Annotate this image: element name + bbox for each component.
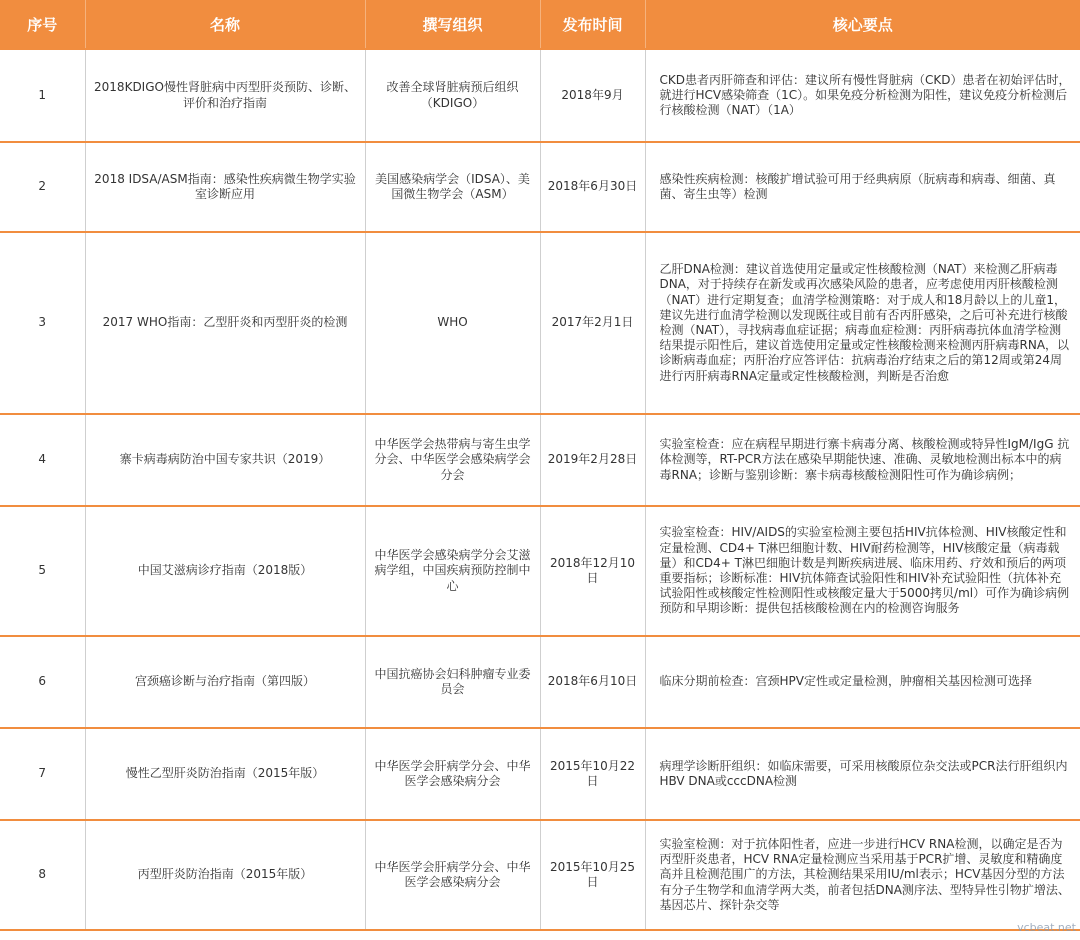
cell-no: 1 [0, 49, 85, 142]
cell-points: 病理学诊断肝组织：如临床需要，可采用核酸原位杂交法或PCR法行肝组织内HBV DNA或cccDNA检测 [645, 728, 1080, 820]
table-row [0, 142, 1080, 232]
cell-date: 2017年2月1日 [540, 232, 645, 414]
table-row [0, 232, 1080, 414]
cell-points: 实验室检查：HIV/AIDS的实验室检测主要包括HIV抗体检测、HIV核酸定性和定量检测、CD4+ T淋巴细胞计数、HIV耐药检测等，HIV核酸定量（病毒载量）和CD4+ T淋巴细胞计数是判断疾病进展、临床用药、疗效和预后的两项重要指标；诊断标准：HIV抗体筛查试验阳性和HIV补充试验阳性（抗体补充试验阳性或核酸定性检测阳性或核酸定量大于5000拷贝/ml）可作为确诊病例预防和早期诊断：提供包括核酸检测在内的检测咨询服务 [645, 506, 1080, 636]
cell-no: 5 [0, 506, 85, 636]
cell-date: 2018年12月10日 [540, 506, 645, 636]
cell-points: 实验室检测：对于抗体阳性者，应进一步进行HCV RNA检测，以确定是否为丙型肝炎患者，HCV RNA定量检测应当采用基于PCR扩增、灵敏度和精确度高并且检测范围广的方法，其检测结果采用IU/ml表示；HCV基因分型的方法有分子生物学和血清学两大类，前者包括DNA测序法、型特异性引物扩增法、基因芯片、探针杂交等 [645, 820, 1080, 930]
cell-name: 2017 WHO指南：乙型肝炎和丙型肝炎的检测 [85, 232, 365, 414]
cell-date: 2018年6月30日 [540, 142, 645, 232]
header-name: 名称 [85, 0, 365, 49]
cell-org: WHO [365, 232, 540, 414]
cell-date: 2015年10月25日 [540, 820, 645, 930]
table-row [0, 49, 1080, 142]
cell-no: 4 [0, 414, 85, 506]
cell-date: 2018年6月10日 [540, 636, 645, 728]
cell-points: 感染性疾病检测：核酸扩增试验可用于经典病原（朊病毒和病毒、细菌、真菌、寄生虫等）检测 [645, 142, 1080, 232]
cell-no: 8 [0, 820, 85, 930]
table-row [0, 506, 1080, 636]
table-row [0, 636, 1080, 728]
cell-no: 7 [0, 728, 85, 820]
cell-points: 实验室检查：应在病程早期进行寨卡病毒分离、核酸检测或特异性IgM/IgG 抗体检测等，RT-PCR方法在感染早期能快速、准确、灵敏地检测出标本中的病毒RNA；诊断与鉴别诊断：寨卡病毒核酸检测阳性可作为确诊病例； [645, 414, 1080, 506]
table-row [0, 728, 1080, 820]
cell-org: 中国抗癌协会妇科肿瘤专业委员会 [365, 636, 540, 728]
cell-name: 2018 IDSA/ASM指南：感染性疾病微生物学实验室诊断应用 [85, 142, 365, 232]
cell-points: CKD患者丙肝筛查和评估：建议所有慢性肾脏病（CKD）患者在初始评估时，就进行HCV感染筛查（1C）。如果免疫分析检测为阳性，建议免疫分析检测后行核酸检测（NAT）（1A） [645, 49, 1080, 142]
cell-name: 中国艾滋病诊疗指南（2018版） [85, 506, 365, 636]
watermark: vcbeat.net [1017, 921, 1076, 934]
cell-date: 2018年9月 [540, 49, 645, 142]
cell-org: 中华医学会肝病学分会、中华医学会感染病分会 [365, 820, 540, 930]
cell-points: 乙肝DNA检测：建议首选使用定量或定性核酸检测（NAT）来检测乙肝病毒DNA，对于持续存在新发或再次感染风险的患者，应考虑使用丙肝核酸检测（NAT）进行定期复查；血清学检测策略：对于成人和18月龄以上的儿童1，建议先进行血清学检测以发现既往或目前有否丙肝感染，之后可补充进行核酸检测（NAT），寻找病毒血症证据；病毒血症检测：丙肝病毒抗体血清学检测结果提示阳性后，建议首选使用定量或定性核酸检测来检测丙肝病毒RNA，以诊断病毒血症；丙肝治疗应答评估：抗病毒治疗结束之后的第12周或第24周进行丙肝病毒RNA定量或定性核酸检测，判断是否治愈 [645, 232, 1080, 414]
header-org: 撰写组织 [365, 0, 540, 49]
cell-org: 美国感染病学会（IDSA）、美国微生物学会（ASM） [365, 142, 540, 232]
table-row [0, 414, 1080, 506]
cell-date: 2015年10月22日 [540, 728, 645, 820]
header-no: 序号 [0, 0, 85, 49]
cell-no: 6 [0, 636, 85, 728]
cell-org: 中华医学会肝病学分会、中华医学会感染病分会 [365, 728, 540, 820]
cell-no: 3 [0, 232, 85, 414]
cell-date: 2019年2月28日 [540, 414, 645, 506]
header-points: 核心要点 [645, 0, 1080, 49]
cell-no: 2 [0, 142, 85, 232]
cell-name: 丙型肝炎防治指南（2015年版） [85, 820, 365, 930]
cell-name: 2018KDIGO慢性肾脏病中丙型肝炎预防、诊断、评价和治疗指南 [85, 49, 365, 142]
header-date: 发布时间 [540, 0, 645, 49]
cell-name: 寨卡病毒病防治中国专家共识（2019） [85, 414, 365, 506]
cell-org: 中华医学会感染病学分会艾滋病学组，中国疾病预防控制中心 [365, 506, 540, 636]
table-row [0, 820, 1080, 930]
cell-org: 中华医学会热带病与寄生虫学分会、中华医学会感染病学会分会 [365, 414, 540, 506]
cell-points: 临床分期前检查：宫颈HPV定性或定量检测，肿瘤相关基因检测可选择 [645, 636, 1080, 728]
header-row [0, 0, 1080, 49]
cell-org: 改善全球肾脏病预后组织（KDIGO） [365, 49, 540, 142]
cell-name: 宫颈癌诊断与治疗指南（第四版） [85, 636, 365, 728]
cell-name: 慢性乙型肝炎防治指南（2015年版） [85, 728, 365, 820]
